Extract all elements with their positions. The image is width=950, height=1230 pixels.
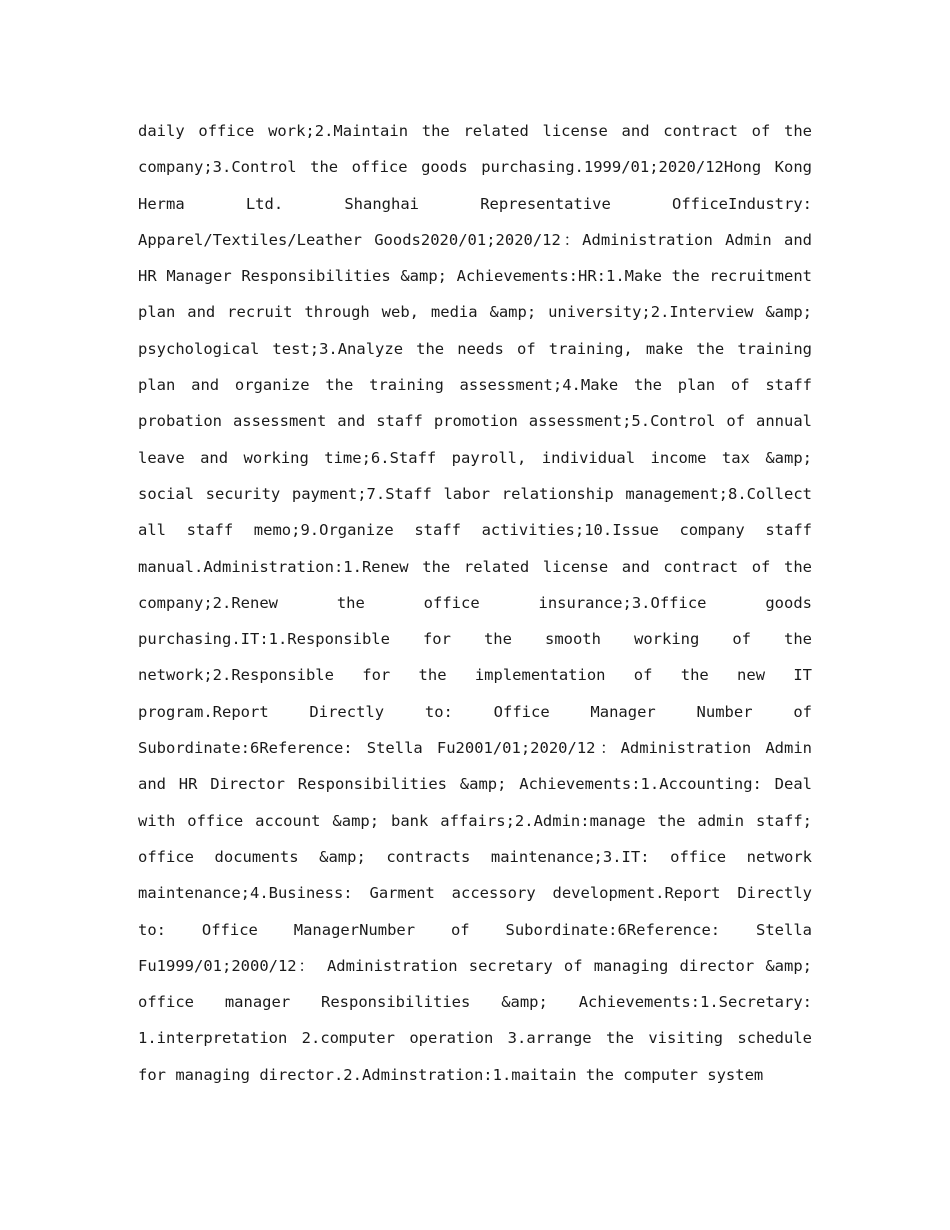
resume-body-text: daily office work;2.Maintain the related license and contract of the company;3.Control the office goods purchasing.1999/01;2020/12Hong Kong Herma Ltd. Shanghai Representative OfficeIndustry: Apparel/Textiles/Leather Goods2020/01;2020/12：Administration Admin and HR Manager Responsibilities &amp; Achievements:HR:1.Make the recruitment plan and recruit through web, media &amp; university;2.Interview &amp; psychological test;3.Analyze the needs of training, make the training plan and organize the training assessment;4.Make the plan of staff probation assessment and staff promotion assessment;5.Control of annual leave and working time;6.Staff payroll, individual income tax &amp; social security payment;7.Staff labor relationship management;8.Collect all staff memo;9.Organize staff activities;10.Issue company staff manual.Administration:1.Renew the related license and contract of the company;2.Renew the office insurance;3.Office goods purchasing.IT:1.Responsible for the smooth working of the network;2.Responsible for the implementation of the new IT program.Report Directly to: Office Manager Number of Subordinate:6Reference: Stella Fu2001/01;2020/12：Administration Admin and HR Director Responsibilities &amp; Achievements:1.Accounting: Deal with office account &amp; bank affairs;2.Admin:manage the admin staff; office documents &amp; contracts maintenance;3.IT: office network maintenance;4.Business: Garment accessory development.Report Directly to: Office ManagerNumber of Subordinate:6Reference: Stella Fu1999/01;2000/12： Administration secretary of managing director &amp; office manager Responsibilities &amp; Achievements:1.Secretary: 1.interpretation 2.computer operation 3.arrange the visiting schedule for managing director.2.Adminstration:1.maitain the computer system [138, 122, 812, 1084]
